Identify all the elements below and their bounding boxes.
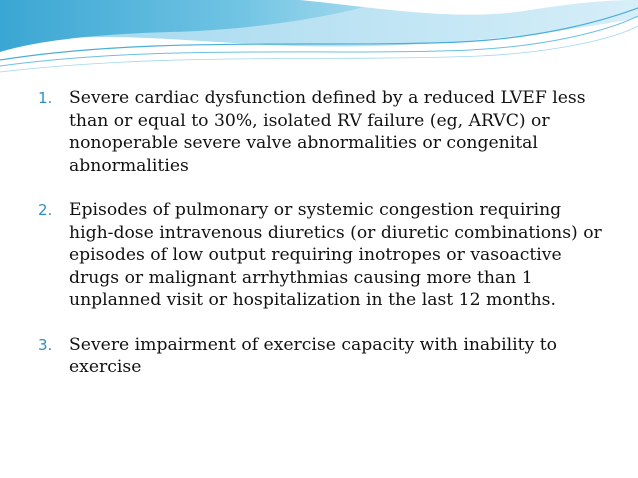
list-item [38, 334, 608, 379]
list-number: 1. [38, 89, 53, 107]
list-text: Episodes of pulmonary or systemic congestion requiring high-dose intravenous diuretics (or diuretic combinations) or episodes of low output requiring inotropes or vasoactive drugs or malignant arrhythmias causing more than 1 unplanned visit or hospitalization in the last 12 months. [69, 200, 602, 310]
criteria-list [38, 87, 608, 401]
list-number: 2. [38, 201, 53, 219]
list-text: Severe cardiac dysfunction defined by a reduced LVEF less than or equal to 30%, isolated RV failure (eg, ARVC) or nonoperable severe valve abnormalities or congenital abnormalities [69, 88, 586, 176]
list-item [38, 199, 608, 312]
header-wave-decoration [0, 0, 638, 80]
list-number: 3. [38, 335, 53, 354]
list-item [38, 87, 608, 177]
list-text: Severe impairment of exercise capacity with inability to exercise [69, 334, 557, 377]
